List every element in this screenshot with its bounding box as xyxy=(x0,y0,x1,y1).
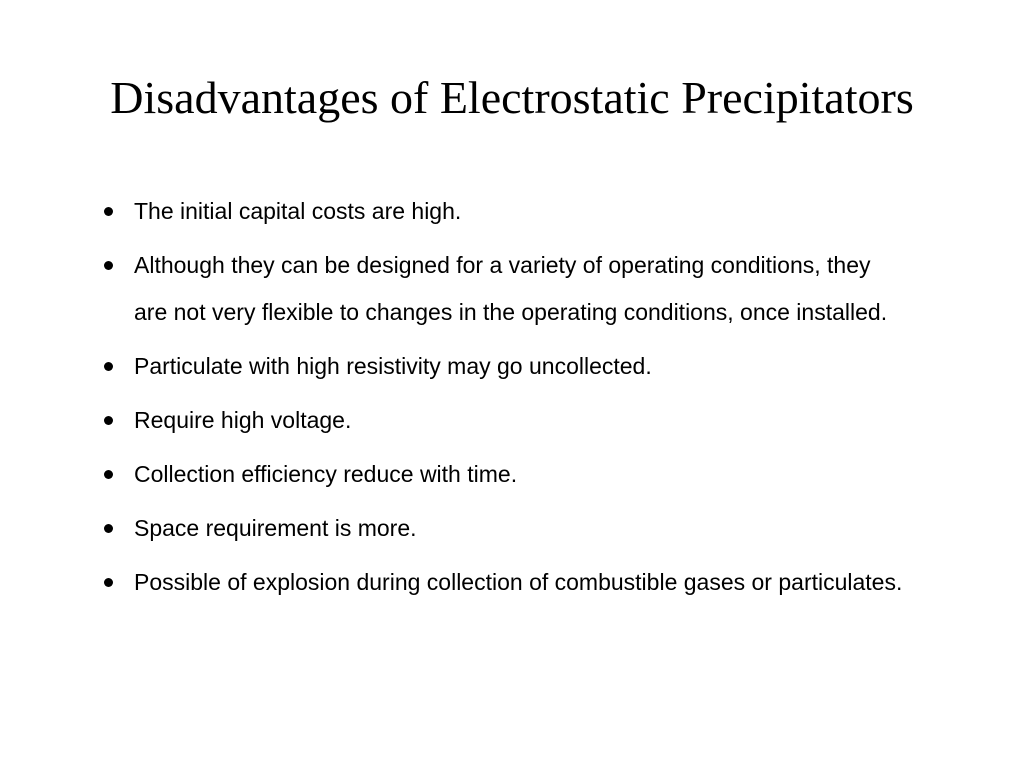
bullet-text: Space requirement is more. xyxy=(134,515,417,541)
bullet-icon xyxy=(104,362,113,371)
bullet-icon xyxy=(104,261,113,270)
bullet-icon xyxy=(104,470,113,479)
list-item xyxy=(100,451,910,498)
list-item xyxy=(100,242,910,336)
bullet-icon xyxy=(104,524,113,533)
bullet-icon xyxy=(104,578,113,587)
list-item xyxy=(100,188,910,235)
list-item xyxy=(100,343,910,390)
bullet-icon xyxy=(104,207,113,216)
bullet-list xyxy=(100,188,910,613)
bullet-text: Collection efficiency reduce with time. xyxy=(134,461,518,487)
list-item xyxy=(100,559,910,606)
bullet-text: The initial capital costs are high. xyxy=(134,198,462,224)
bullet-text: Although they can be designed for a variety of operating conditions, they are not very flexible to changes in the operating conditions, once installed. xyxy=(134,252,888,325)
bullet-text: Require high voltage. xyxy=(134,407,352,433)
bullet-icon xyxy=(104,416,113,425)
list-item xyxy=(100,397,910,444)
list-item xyxy=(100,505,910,552)
bullet-text: Particulate with high resistivity may go uncollected. xyxy=(134,353,652,379)
slide-title: Disadvantages of Electrostatic Precipitators xyxy=(110,72,914,123)
bullet-text: Possible of explosion during collection of combustible gases or particulates. xyxy=(134,569,903,595)
